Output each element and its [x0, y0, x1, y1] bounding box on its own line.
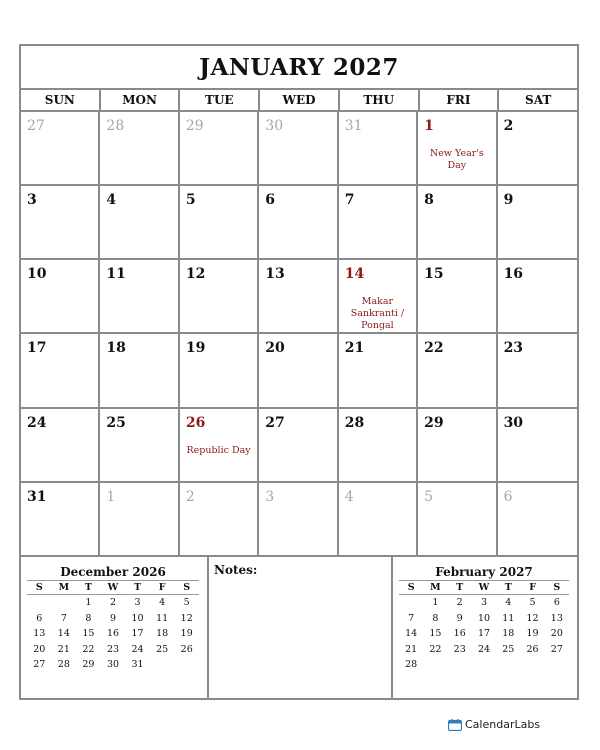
day-number: 31: [344, 118, 363, 134]
day-cell[interactable]: [180, 112, 259, 186]
day-number: 1: [424, 118, 434, 134]
mini-day: 19: [526, 628, 539, 639]
day-number: 2: [503, 118, 514, 134]
mini-day: 8: [85, 612, 92, 624]
day-cell[interactable]: [180, 409, 259, 483]
day-cell[interactable]: [21, 409, 100, 483]
mini-day: [472, 657, 496, 673]
day-cell[interactable]: [418, 112, 497, 186]
day-number: 6: [503, 488, 513, 505]
mini-day: 10: [131, 612, 144, 624]
mini-day: 16: [106, 628, 120, 639]
day-number: 18: [106, 340, 126, 357]
day-cell[interactable]: [498, 334, 577, 408]
day-number: 9: [503, 192, 514, 209]
day-cell[interactable]: [259, 112, 338, 186]
day-number: 25: [106, 414, 126, 431]
day-cell[interactable]: [180, 483, 259, 557]
mini-day: 11: [502, 612, 515, 624]
mini-day: 8: [432, 612, 439, 624]
mini-day: [520, 657, 544, 673]
mini-day: 1: [432, 597, 439, 608]
mini-day: [174, 657, 199, 673]
mini-calendar-next: [391, 557, 577, 698]
day-number: 20: [265, 340, 285, 357]
day-cell[interactable]: [100, 409, 179, 483]
mini-day: [423, 657, 447, 673]
day-number: 16: [503, 266, 524, 283]
day-cell[interactable]: [21, 260, 100, 334]
mini-day: 26: [180, 643, 193, 655]
weekday-sun: SUN: [21, 90, 101, 110]
day-cell[interactable]: [259, 260, 338, 334]
day-number: 2: [185, 488, 195, 505]
mini-day: 26: [526, 643, 539, 655]
notes-area[interactable]: [209, 557, 391, 698]
mini-day: 9: [109, 612, 117, 624]
day-cell[interactable]: [498, 112, 577, 186]
mini-day: 10: [477, 612, 491, 624]
mini-day: 28: [405, 659, 418, 670]
day-number: 19: [185, 340, 206, 357]
day-number: 30: [265, 118, 284, 134]
mini-day: [52, 595, 77, 611]
day-cell[interactable]: [21, 186, 100, 260]
mini-day: 4: [159, 597, 166, 608]
mini-day: 2: [456, 597, 463, 608]
day-cell[interactable]: [180, 260, 259, 334]
day-cell[interactable]: [100, 112, 179, 186]
brand-logo: [448, 718, 540, 731]
day-number: 26: [185, 414, 206, 431]
day-cell[interactable]: [418, 409, 497, 483]
mini-day: 21: [405, 643, 418, 655]
mini-day: 15: [429, 628, 442, 639]
day-number: 3: [27, 192, 37, 209]
mini-weekday: F: [529, 582, 536, 593]
weekday-thu: THU: [340, 90, 420, 110]
weekday-header: [21, 88, 577, 112]
mini-calendar-title: February 2027: [435, 565, 533, 579]
day-cell[interactable]: [418, 483, 497, 557]
mini-day: 14: [405, 628, 418, 639]
day-number: 28: [106, 118, 125, 134]
mini-day: 30: [106, 659, 120, 670]
mini-day: 24: [131, 643, 144, 655]
mini-day: [545, 657, 569, 673]
day-number: 22: [424, 340, 444, 357]
day-number: 6: [265, 192, 276, 209]
mini-weekday: S: [553, 582, 561, 593]
weekday-wed: WED: [260, 90, 340, 110]
mini-day: 13: [550, 612, 563, 624]
day-number: 14: [344, 266, 365, 283]
mini-day: 18: [502, 628, 515, 639]
notes-label: Notes:: [214, 563, 258, 577]
mini-day: 22: [429, 643, 442, 655]
day-cell[interactable]: [498, 186, 577, 260]
day-cell[interactable]: [100, 186, 179, 260]
day-cell[interactable]: [21, 483, 100, 557]
day-number: 23: [503, 340, 524, 357]
mini-weekday: S: [183, 582, 191, 593]
day-cell[interactable]: [498, 483, 577, 557]
day-number: 1: [106, 488, 116, 505]
calendar-icon: [448, 719, 462, 731]
day-cell[interactable]: [21, 112, 100, 186]
mini-weekday: T: [504, 582, 512, 593]
day-cell[interactable]: [418, 260, 497, 334]
mini-day: [496, 657, 520, 673]
day-cell[interactable]: [339, 483, 418, 557]
day-cell[interactable]: [339, 112, 418, 186]
day-cell[interactable]: [339, 186, 418, 260]
day-number: 21: [344, 340, 365, 357]
day-cell[interactable]: [100, 334, 179, 408]
day-number: 11: [106, 266, 126, 283]
mini-weekday: S: [35, 582, 43, 593]
mini-day: 31: [131, 659, 144, 670]
day-number: 7: [344, 192, 355, 209]
mini-day: 17: [477, 628, 491, 639]
day-cell[interactable]: [418, 186, 497, 260]
mini-day: 3: [134, 597, 141, 608]
mini-day: 25: [502, 643, 515, 655]
mini-weekday: T: [456, 582, 464, 593]
day-cell[interactable]: [100, 260, 179, 334]
mini-day: 17: [131, 628, 144, 639]
day-number: 31: [27, 488, 47, 505]
mini-day: 20: [550, 628, 563, 639]
day-cell[interactable]: [100, 483, 179, 557]
day-number: 17: [27, 340, 47, 357]
mini-day: 24: [477, 643, 491, 655]
mini-day: 23: [106, 643, 120, 655]
mini-day: [27, 595, 52, 611]
brand-name: CalendarLabs: [465, 718, 541, 731]
mini-day: 7: [408, 612, 415, 624]
mini-day: 21: [57, 643, 70, 655]
mini-day: 27: [33, 659, 46, 670]
mini-day: 14: [57, 628, 70, 639]
day-cell[interactable]: [498, 409, 577, 483]
day-cell[interactable]: [21, 334, 100, 408]
weekday-sat: SAT: [525, 93, 552, 107]
mini-weekday: T: [134, 582, 142, 593]
day-number: 13: [265, 266, 285, 283]
day-number: 5: [185, 192, 196, 209]
day-number: 15: [424, 266, 444, 283]
mini-day: 20: [33, 643, 46, 655]
day-cell[interactable]: [339, 260, 418, 334]
mini-day: 3: [480, 597, 488, 608]
day-cell[interactable]: [339, 409, 418, 483]
mini-weekday: M: [58, 582, 70, 593]
mini-day: 25: [156, 643, 169, 655]
day-cell[interactable]: [259, 186, 338, 260]
mini-day: 27: [550, 643, 563, 655]
mini-day: 23: [453, 643, 466, 655]
day-number: 24: [27, 414, 47, 431]
mini-weekday: M: [430, 582, 441, 593]
day-number: 4: [106, 192, 117, 209]
mini-day: 19: [180, 628, 193, 639]
weekday-mon: MON: [101, 90, 181, 110]
day-grid: [21, 112, 577, 557]
month-title: JANUARY 2027: [199, 53, 399, 81]
day-cell[interactable]: [259, 334, 338, 408]
mini-day: 18: [156, 628, 169, 639]
mini-weekday: W: [478, 582, 490, 593]
mini-calendar-weekdays: [399, 580, 569, 595]
mini-day: 5: [529, 597, 536, 608]
mini-day: [150, 657, 175, 673]
day-number: 27: [265, 414, 285, 431]
day-cell[interactable]: [259, 409, 338, 483]
calendar-page: [19, 44, 579, 700]
mini-day: 1: [85, 597, 92, 608]
mini-day: 5: [183, 597, 190, 608]
mini-calendar-weekdays: [27, 580, 199, 595]
mini-day: 6: [553, 597, 560, 608]
mini-weekday: T: [84, 582, 92, 593]
mini-day: 22: [82, 643, 95, 655]
mini-weekday: S: [407, 582, 415, 593]
mini-weekday: W: [107, 582, 119, 593]
mini-day: 2: [109, 597, 117, 608]
day-cell[interactable]: [180, 334, 259, 408]
mini-weekday: F: [158, 582, 166, 593]
mini-day: 28: [57, 659, 70, 670]
day-number: 8: [424, 192, 434, 209]
mini-day: 12: [526, 612, 539, 624]
day-cell[interactable]: [339, 334, 418, 408]
day-number: 5: [424, 488, 434, 505]
mini-day: 16: [453, 628, 466, 639]
holiday-label: Republic Day: [186, 444, 251, 456]
day-number: 28: [344, 414, 365, 431]
day-number: 12: [185, 266, 206, 283]
day-number: 27: [27, 118, 45, 134]
footer-section: [21, 557, 577, 698]
day-number: 10: [27, 266, 47, 283]
day-number: 29: [424, 414, 444, 431]
mini-calendar-title: December 2026: [60, 565, 166, 579]
mini-day: 15: [82, 628, 95, 639]
day-number: 4: [344, 488, 354, 505]
mini-day: 29: [82, 659, 95, 670]
day-cell[interactable]: [418, 334, 497, 408]
holiday-label: New Year's Day: [429, 148, 484, 171]
mini-day: 9: [456, 612, 463, 624]
mini-day: [399, 595, 423, 611]
day-cell[interactable]: [498, 260, 577, 334]
mini-calendar-days: [399, 595, 569, 673]
mini-day: 4: [505, 597, 512, 608]
day-number: 30: [503, 414, 524, 431]
mini-day: 7: [60, 612, 67, 624]
mini-day: [448, 657, 472, 673]
mini-day: 11: [156, 612, 169, 624]
day-number: 29: [185, 118, 204, 134]
weekday-fri: FRI: [420, 90, 500, 110]
day-cell[interactable]: [180, 186, 259, 260]
day-cell[interactable]: [259, 483, 338, 557]
mini-day: 13: [33, 628, 46, 639]
mini-day: 12: [180, 612, 193, 624]
holiday-label: Makar Sankranti / Pongal: [350, 296, 405, 332]
weekday-tue: TUE: [180, 90, 260, 110]
mini-calendar-previous: [21, 557, 209, 698]
day-number: 3: [265, 488, 275, 505]
mini-calendar-days: [27, 595, 199, 673]
mini-day: 6: [36, 612, 43, 624]
